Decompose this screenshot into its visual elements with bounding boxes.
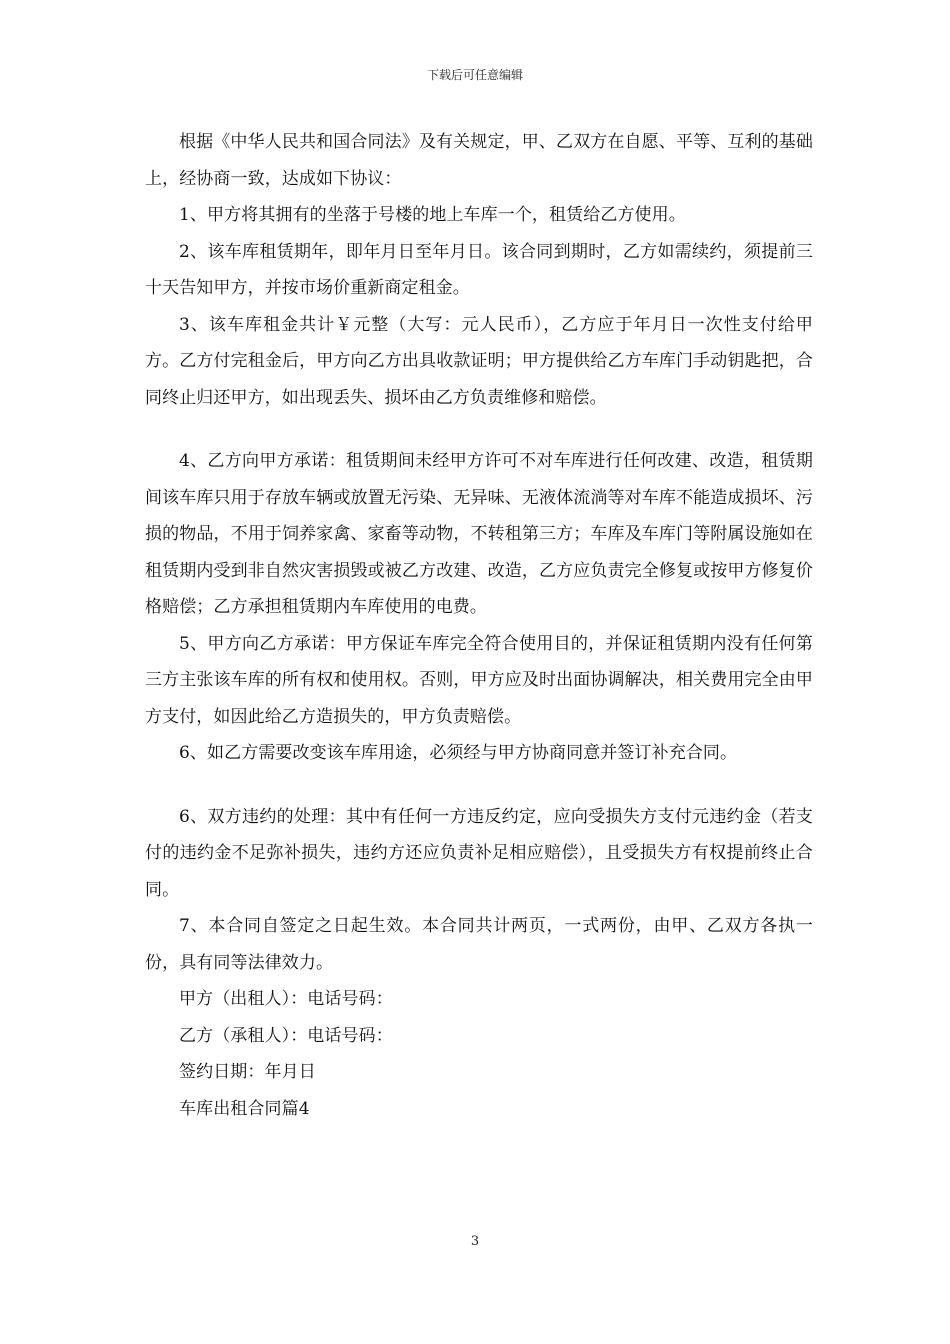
sign-date-line: 签约日期：年月日 — [179, 1062, 316, 1082]
document-body — [145, 124, 813, 1127]
next-section-title: 车库出租合同篇4 — [179, 1098, 310, 1119]
intro-paragraph: 根据《中华人民共和国合同法》及有关规定，甲、乙双方在自愿、平等、互利的基础上，经协商一致，达成如下协议： — [145, 132, 813, 189]
clause-4: 4、乙方向甲方承诺：租赁期间未经甲方许可不对车库进行任何改建、改造，租赁期间该车库只用于存放车辆或放置无污染、无异味、无液体流淌等对车库不能造成损坏、污损的物品，不用于饲养家禽、家畜等动物，不转租第三方；车库及车库门等附属设施如在租赁期内受到非自然灾害损毁或被乙方改建、改造，乙方应负责完全修复或按甲方修复价格赔偿；乙方承担租赁期内车库使用的电费。 — [145, 451, 813, 617]
clause-6b: 6、双方违约的处理：其中有任何一方违反约定，应向受损失方支付元违约金（若支付的违约金不足弥补损失，违约方还应负责补足相应赔偿），且受损失方有权提前终止合同。 — [145, 806, 813, 900]
clause-1: 1、甲方将其拥有的坐落于号楼的地上车库一个，租赁给乙方使用。 — [179, 205, 686, 225]
party-b-line: 乙方（承租人）：电话号码： — [179, 1025, 393, 1046]
party-a-line: 甲方（出租人）：电话号码： — [179, 989, 393, 1009]
clause-7: 7、本合同自签定之日起生效。本合同共计两页，一式两份，由甲、乙双方各执一份，具有同等法律效力。 — [145, 916, 813, 973]
clause-6a: 6、如乙方需要改变该车库用途，必须经与甲方协商同意并签订补充合同。 — [179, 743, 738, 763]
page-header: 下载后可任意编辑 — [426, 68, 523, 82]
clause-5: 5、甲方向乙方承诺：甲方保证车库完全符合使用目的，并保证租赁期内没有任何第三方主张该车库的所有权和使用权。否则，甲方应及时出面协调解决，相关费用完全由甲方支付，如因此给乙方造损失的，甲方负责赔偿。 — [145, 633, 813, 727]
clause-2: 2、该车库租赁期年，即年月日至年月日。该合同到期时，乙方如需续约，须提前三十天告知甲方，并按市场价重新商定租金。 — [145, 241, 813, 298]
page-number: 3 — [470, 1234, 480, 1249]
clause-3: 3、该车库租金共计￥元整（大写：元人民币），乙方应于年月日一次性支付给甲方。乙方付完租金后，甲方向乙方出具收款证明；甲方提供给乙方车库门手动钥匙把，合同终止归还甲方，如出现丢失、损坏由乙方负责维修和赔偿。 — [145, 314, 813, 408]
